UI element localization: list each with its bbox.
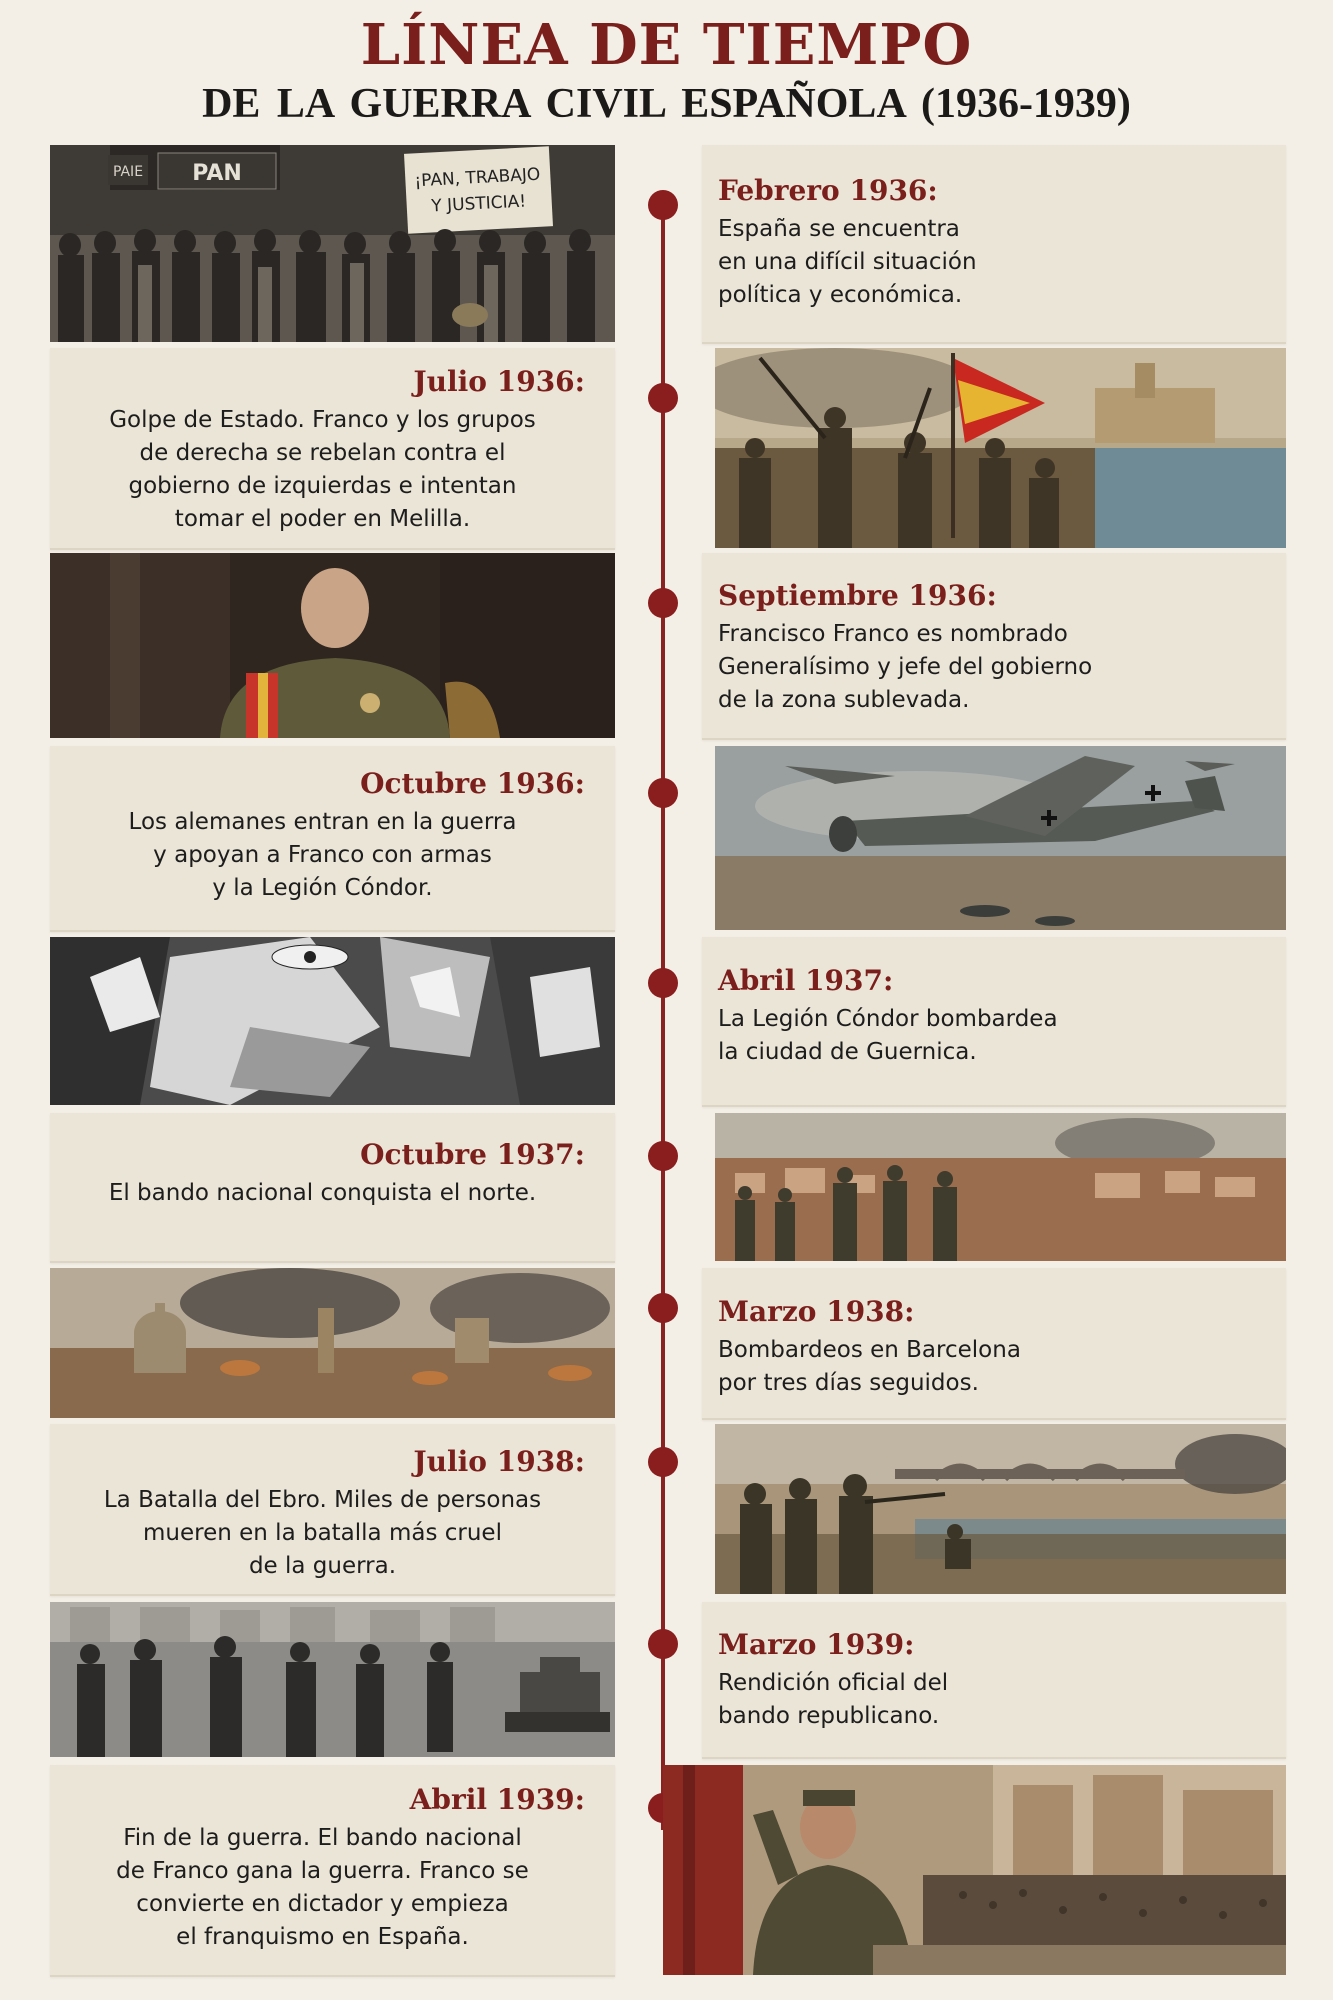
event-description: Bombardeos en Barcelona por tres días seguidos. (718, 1337, 1021, 1396)
timeline-dot (648, 1141, 678, 1171)
timeline-dot (648, 1447, 678, 1477)
event-date: Abril 1939: (409, 1783, 585, 1816)
event-oct-1936 (60, 767, 585, 905)
event-date: Febrero 1936: (718, 174, 938, 207)
franco-victory-painting (663, 1765, 1286, 1975)
event-description: Golpe de Estado. Franco y los grupos de derecha se rebelan contra el gobierno de izquierdas e intentan tomar el poder en Melilla. (109, 407, 536, 532)
sign-pan: PAN (192, 161, 242, 186)
ebro-battle-painting (715, 1424, 1286, 1594)
event-date: Octubre 1936: (360, 767, 585, 800)
north-conquest-painting (715, 1113, 1286, 1261)
page-subtitle: DE LA GUERRA CIVIL ESPAÑOLA (1936-1939) (202, 81, 1131, 127)
event-description: Rendición oficial del bando republicano. (718, 1670, 949, 1729)
event-feb-1936 (718, 174, 1278, 312)
bread-queue-photo (50, 145, 615, 342)
event-description: España se encuentra en una difícil situación política y económica. (718, 216, 977, 308)
event-date: Marzo 1938: (718, 1295, 915, 1328)
event-sep-1936 (718, 579, 1278, 717)
uprising-painting (715, 348, 1286, 548)
event-jul-1938 (60, 1445, 585, 1583)
event-description: Francisco Franco es nombrado Generalísimo y jefe del gobierno de la zona sublevada. (718, 621, 1093, 713)
event-date: Julio 1936: (413, 365, 585, 398)
svg-text:Y JUSTICIA!: Y JUSTICIA! (430, 191, 527, 217)
event-date: Abril 1937: (718, 964, 894, 997)
sign-paie: PAIE (112, 164, 144, 180)
timeline-spine (661, 195, 665, 1830)
timeline-dot (648, 1293, 678, 1323)
event-date: Marzo 1939: (718, 1628, 915, 1661)
surrender-photo (50, 1602, 615, 1757)
event-description: La Batalla del Ebro. Miles de personas mueren en la batalla más cruel de la guerra. (103, 1487, 542, 1579)
event-description: El bando nacional conquista el norte. (108, 1180, 537, 1206)
event-description: Los alemanes entran en la guerra y apoyan a Franco con armas y la Legión Cóndor. (128, 809, 517, 901)
franco-portrait (50, 553, 615, 738)
guernica-painting (50, 937, 615, 1105)
event-description: La Legión Cóndor bombardea la ciudad de Guernica. (718, 1006, 1058, 1065)
timeline-dot (648, 778, 678, 808)
event-apr-1937 (718, 964, 1278, 1069)
protest-sign: ¡PAN, TRABAJO (413, 164, 541, 192)
event-date: Octubre 1937: (360, 1138, 585, 1171)
timeline-dot (648, 588, 678, 618)
event-mar-1939 (718, 1628, 1278, 1733)
event-description: Fin de la guerra. El bando nacional de Franco gana la guerra. Franco se convierte en dictador y empieza el franquismo en España. (116, 1825, 529, 1950)
event-mar-1938 (718, 1295, 1278, 1400)
timeline-dot (648, 968, 678, 998)
timeline-dot (648, 1629, 678, 1659)
event-jul-1936 (60, 365, 585, 536)
page-title: LÍNEA DE TIEMPO (360, 12, 973, 78)
timeline-dot (648, 190, 678, 220)
timeline-dot (648, 383, 678, 413)
event-date: Septiembre 1936: (718, 579, 997, 612)
condor-legion-planes (715, 746, 1286, 930)
event-apr-1939 (60, 1783, 585, 1954)
event-date: Julio 1938: (413, 1445, 585, 1478)
event-oct-1937 (60, 1138, 585, 1210)
barcelona-bombing-painting (50, 1268, 615, 1418)
